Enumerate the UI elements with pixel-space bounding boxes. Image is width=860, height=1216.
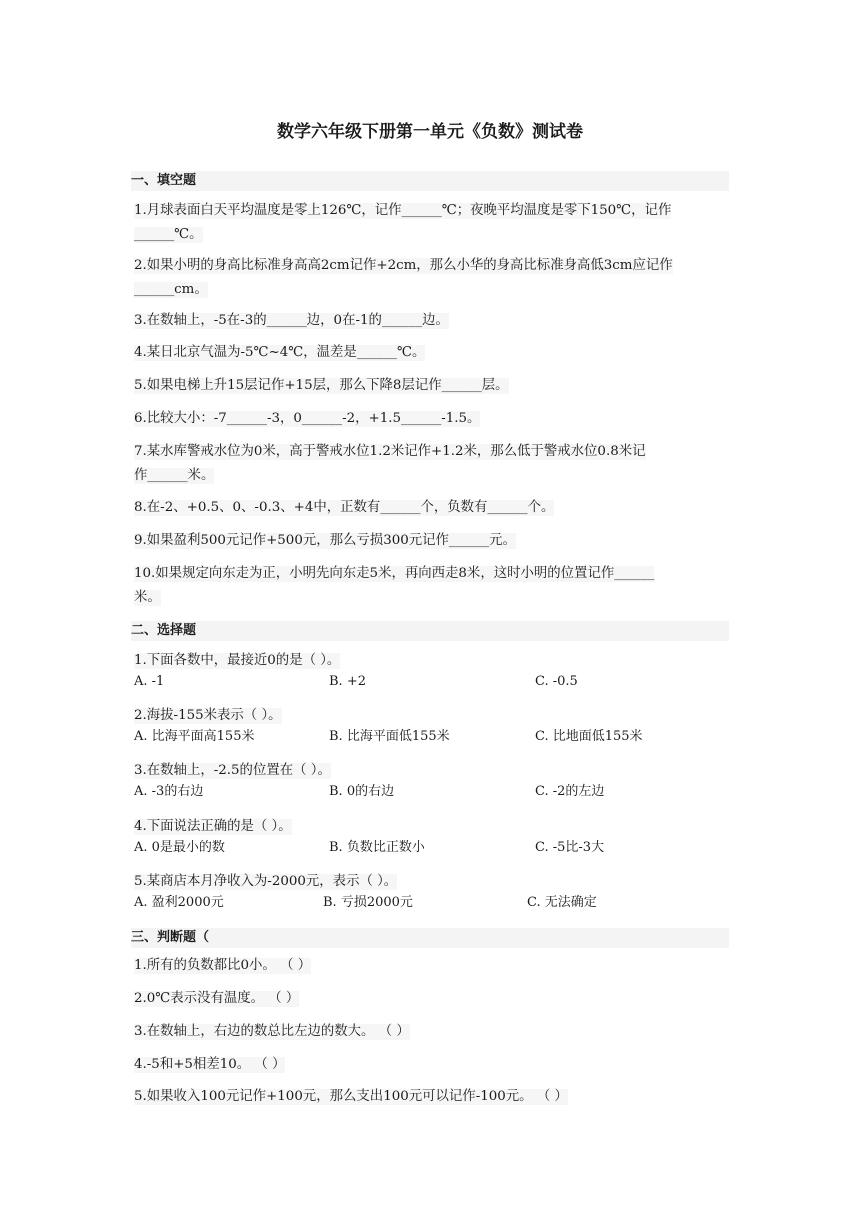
choice-2-option-c: C. 比地面低155米 bbox=[535, 729, 643, 744]
question-2-line-1: 2.如果小明的身高比标准身高高2cm记作+2cm，那么小华的身高比标准身高低3cm应记作 bbox=[134, 258, 673, 273]
choice-question-3: 3.在数轴上，-2.5的位置在（ ）。 bbox=[134, 763, 331, 778]
page-title: 数学六年级下册第一单元《负数》测试卷 bbox=[277, 122, 583, 142]
judge-question-5: 5.如果收入100元记作+100元，那么支出100元可以记作-100元。 （ ） bbox=[134, 1089, 568, 1104]
judge-question-4: 4.-5和+5相差10。 （ ） bbox=[134, 1057, 286, 1072]
judge-question-1: 1.所有的负数都比0小。 （ ） bbox=[134, 958, 312, 973]
judge-question-3: 3.在数轴上，右边的数总比左边的数大。 （ ） bbox=[134, 1024, 410, 1039]
question-6: 6.比较大小：-7______-3，0______-2，+1.5______-1.5。 bbox=[134, 411, 481, 426]
question-2-line-2: ______cm。 bbox=[134, 282, 208, 297]
question-5: 5.如果电梯上升15层记作+15层，那么下降8层记作______层。 bbox=[134, 378, 509, 393]
question-8: 8.在-2、+0.5、0、-0.3、+4中，正数有______个，负数有______个。 bbox=[134, 500, 555, 515]
choice-4-option-c: C. -5比-3大 bbox=[535, 840, 605, 855]
question-4: 4.某日北京气温为-5℃~4℃，温差是______℃。 bbox=[134, 345, 426, 360]
question-9: 9.如果盈利500元记作+500元，那么亏损300元记作______元。 bbox=[134, 533, 516, 548]
choice-question-4: 4.下面说法正确的是（ ）。 bbox=[134, 819, 292, 834]
choice-1-option-b: B. +2 bbox=[329, 674, 366, 689]
choice-2-option-a: A. 比海平面高155米 bbox=[134, 729, 255, 744]
question-10-line-2: 米。 bbox=[134, 590, 161, 605]
judge-question-2: 2.0℃表示没有温度。 （ ） bbox=[134, 991, 300, 1006]
choice-3-option-b: B. 0的右边 bbox=[329, 784, 395, 799]
choice-question-2: 2.海拔-155米表示（ ）。 bbox=[134, 708, 282, 723]
choice-1-option-a: A. -1 bbox=[134, 674, 165, 689]
choice-3-option-a: A. -3的右边 bbox=[134, 784, 204, 799]
choice-4-option-a: A. 0是最小的数 bbox=[134, 840, 225, 855]
question-7-line-1: 7.某水库警戒水位为0米，高于警戒水位1.2米记作+1.2米，那么低于警戒水位0.8米记 bbox=[134, 444, 646, 459]
choice-5-option-b: B. 亏损2000元 bbox=[323, 895, 413, 910]
choice-question-5: 5.某商店本月净收入为-2000元，表示（ ）。 bbox=[134, 874, 398, 889]
question-3: 3.在数轴上，-5在-3的______边，0在-1的______边。 bbox=[134, 313, 449, 328]
question-1-line-1: 1.月球表面白天平均温度是零上126℃，记作______℃；夜晚平均温度是零下150℃，记作 bbox=[134, 203, 672, 218]
choice-5-option-a: A. 盈利2000元 bbox=[134, 895, 224, 910]
choice-1-option-c: C. -0.5 bbox=[535, 674, 578, 689]
question-1-line-2: ______℃。 bbox=[134, 227, 203, 242]
choice-3-option-c: C. -2的左边 bbox=[535, 784, 605, 799]
choice-4-option-b: B. 负数比正数小 bbox=[329, 840, 425, 855]
question-7-line-2: 作______米。 bbox=[134, 468, 215, 483]
section-heading-true-false: 三、判断题（ bbox=[131, 928, 729, 948]
choice-5-option-c: C. 无法确定 bbox=[527, 895, 597, 910]
section-heading-fill-blank: 一、填空题 bbox=[131, 171, 729, 191]
question-10-line-1: 10.如果规定向东走为正，小明先向东走5米，再向西走8米，这时小明的位置记作______ bbox=[134, 566, 655, 581]
choice-2-option-b: B. 比海平面低155米 bbox=[329, 729, 450, 744]
choice-question-1: 1.下面各数中，最接近0的是（ ）。 bbox=[134, 653, 341, 668]
section-heading-multiple-choice: 二、选择题 bbox=[131, 621, 729, 641]
